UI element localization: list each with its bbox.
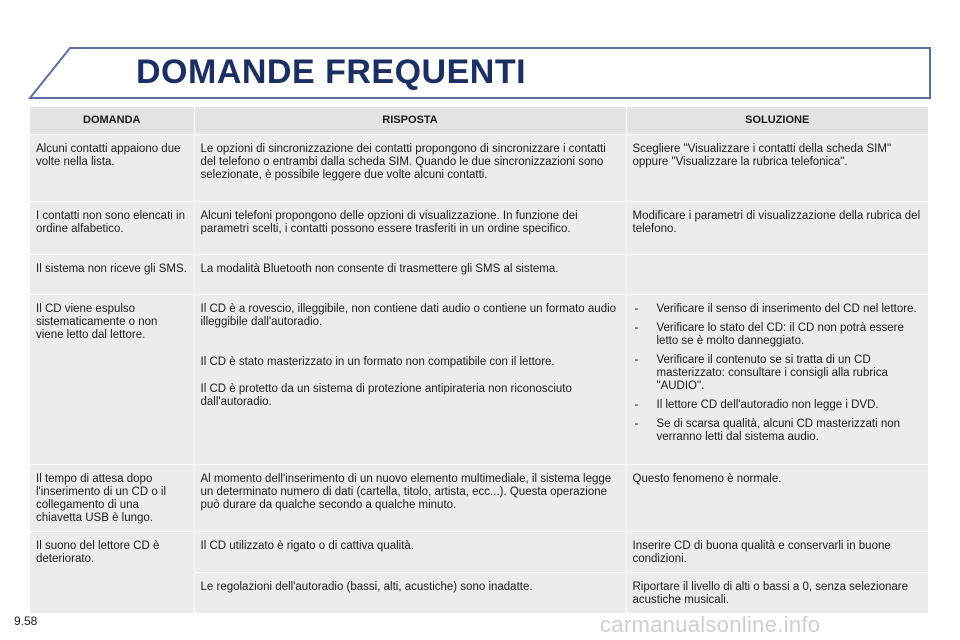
table-row: [30, 134, 928, 201]
solution-item-text: Verificare il contenuto se si tratta di un CD masterizzato: consultare i consigli alla rubrica "AUDIO".: [656, 353, 888, 392]
table-row: [30, 464, 928, 531]
solution-item-text: Se di scarsa qualità, alcuni CD masterizzati non verranno letti dal sistema audio.: [656, 417, 901, 443]
dash-bullet: -: [634, 321, 639, 334]
page-title: DOMANDE FREQUENTI: [136, 53, 527, 91]
answer-cell: Al momento dell'inserimento di un nuovo elemento multimediale, il sistema legge un determinato numero di dati (cartella, titolo, artista, ecc...). Questa operazione può durare da qualche secondo a qualche minuto.: [194, 464, 626, 531]
dash-bullet: -: [634, 417, 639, 430]
list-item: [633, 322, 923, 348]
table-header-row: [30, 107, 928, 134]
answer-paragraph: Il CD è a rovescio, illeggibile, non contiene dati audio o contiene un formato audio illeggibile dall'autoradio.: [200, 302, 617, 328]
solution-cell: Inserire CD di buona qualità e conservarli in buone condizioni.: [626, 531, 928, 572]
answer-paragraph: Il CD è stato masterizzato in un formato non compatibile con il lettore.: [200, 355, 555, 368]
question-cell: Il tempo di attesa dopo l'inserimento di un CD o il collegamento di una chiavetta USB è lungo.: [30, 464, 194, 531]
solution-item-text: Il lettore CD dell'autoradio non legge i DVD.: [656, 398, 879, 411]
list-item: [633, 354, 923, 393]
page-number: 9.58: [14, 614, 38, 628]
question-cell: I contatti non sono elencati in ordine alfabetico.: [30, 201, 194, 254]
answer-cell: La modalità Bluetooth non consente di trasmettere gli SMS al sistema.: [194, 254, 626, 294]
solution-cell: Riportare il livello di alti o bassi a 0, senza selezionare acustiche musicali.: [626, 572, 928, 613]
faq-table: [30, 107, 928, 613]
answer-paragraph: Il CD è protetto da un sistema di protezione antipirateria non riconosciuto dall'autoradio.: [200, 382, 572, 408]
list-item: [633, 418, 923, 444]
solution-item-text: Verificare lo stato del CD: il CD non potrà essere letto se è molto danneggiato.: [656, 321, 904, 347]
table-row: [30, 531, 928, 572]
column-header-risposta: RISPOSTA: [194, 107, 626, 134]
dash-bullet: -: [634, 353, 639, 366]
table-row: [30, 254, 928, 294]
table-row: [30, 294, 928, 464]
answer-cell: Le opzioni di sincronizzazione dei contatti propongono di sincronizzare i contatti del telefono o entrambi dalla scheda SIM. Quando le due sincronizzazioni sono selezionate, è possibile leggere due volte alcuni contatti.: [194, 134, 626, 201]
solution-list: [633, 303, 923, 444]
answer-cell: Il CD utilizzato è rigato o di cattiva qualità.: [194, 531, 626, 572]
answer-cell: Le regolazioni dell'autoradio (bassi, alti, acustiche) sono inadatte.: [194, 572, 626, 613]
solution-item-text: Verificare il senso di inserimento del CD nel lettore.: [656, 302, 917, 315]
question-cell: Il CD viene espulso sistematicamente o non viene letto dal lettore.: [30, 294, 194, 464]
solution-cell: Questo fenomeno è normale.: [626, 464, 928, 531]
solution-cell: [626, 254, 928, 294]
table-row: [30, 201, 928, 254]
solution-cell: Modificare i parametri di visualizzazione della rubrica del telefono.: [626, 201, 928, 254]
watermark: carmanualsonline.info: [600, 612, 821, 637]
solution-cell: [626, 294, 928, 464]
solution-cell: Scegliere "Visualizzare i contatti della scheda SIM" oppure "Visualizzare la rubrica telefonica".: [626, 134, 928, 201]
column-header-domanda: DOMANDA: [30, 107, 194, 134]
list-item: [633, 399, 923, 412]
question-cell: Il suono del lettore CD è deteriorato.: [30, 531, 194, 613]
question-cell: Alcuni contatti appaiono due volte nella lista.: [30, 134, 194, 201]
dash-bullet: -: [634, 398, 639, 411]
column-header-soluzione: SOLUZIONE: [626, 107, 928, 134]
question-cell: Il sistema non riceve gli SMS.: [30, 254, 194, 294]
answer-cell: [194, 294, 626, 464]
list-item: [633, 303, 923, 316]
answer-cell: Alcuni telefoni propongono delle opzioni di visualizzazione. In funzione dei parametri scelti, i contatti possono essere trasferiti in un ordine specifico.: [194, 201, 626, 254]
dash-bullet: -: [634, 302, 639, 315]
